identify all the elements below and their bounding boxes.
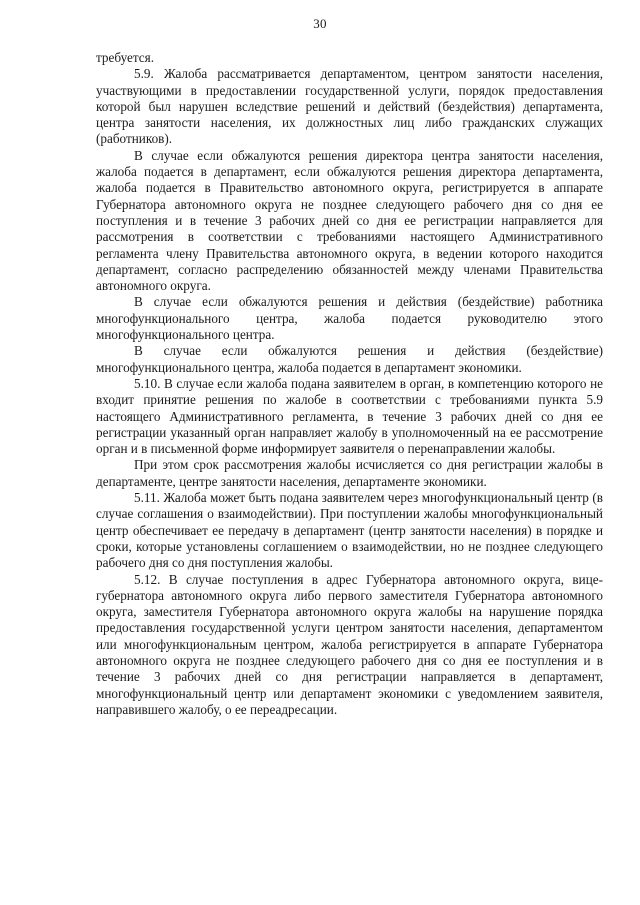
paragraph-5-12: 5.12. В случае поступления в адрес Губернатора автономного округа, вице-губернатора автономного округа либо первого заместителя Губернатора автономного округа, заместителя Губернатора автономного округа жалобы на нарушение порядка предоставления государственной услуги центром занятости населения, департаментом или многофункциональным центром, жалоба регистрируется в аппарате Губернатора автономного округа не позднее следующего рабочего дня со дня ее поступления и в течение 3 рабочих дней со дня регистрации направляется в департамент, многофункциональный центр или департамент экономики с уведомлением заявителя, направившего жалобу, о ее переадресации. [96,571,603,717]
paragraph-mfc-employee-appeal: В случае если обжалуются решения и действия (бездействие) работника многофункционального центра, жалоба подается руководителю этого многофункционального центра. [96,294,603,343]
paragraph-5-11: 5.11. Жалоба может быть подана заявителем через многофункциональный центр (в случае соглашения о взаимодействии). При поступлении жалобы многофункциональный центр обеспечивает ее передачу в департамент (центр занятости населения) в порядке и сроки, которые установлены соглашением о взаимодействии, но не позднее следующего рабочего дня со дня поступления жалобы. [96,490,603,571]
paragraph-continuation: требуется. [96,50,154,65]
paragraph-5-10: 5.10. В случае если жалоба подана заявителем в орган, в компетенцию которого не входит принятие решения по жалобе в соответствии с требованиями пункта 5.9 настоящего Административного регламента, в течение 3 рабочих дней со дня ее регистрации указанный орган направляет жалобу в уполномоченный на ее рассмотрение орган и в письменной форме информирует заявителя о перенаправлении жалобы. [96,375,603,457]
page-number: 30 [313,16,327,31]
paragraph-director-appeal: В случае если обжалуются решения директора центра занятости населения, жалоба подается в департамент, если обжалуются решения директора департамента, жалоба подается в Правительство автономного округа, регистрируется в аппарате Губернатора автономного округа не позднее следующего рабочего дня со дня ее поступления и в течение 3 рабочих дней со дня ее регистрации направляется для рассмотрения в соответствии с требованиями настоящего Административного регламента члену Правительства автономного округа, в ведении которого находится департамент, согласно распределению обязанностей между членами Правительства автономного округа. [96,147,603,294]
document-body [96,50,603,718]
paragraph-mfc-appeal: В случае если обжалуются решения и действия (бездействие) многофункционального центра, жалоба подается в департамент экономики. [96,343,603,375]
paragraph-review-term: При этом срок рассмотрения жалобы исчисляется со дня регистрации жалобы в департаменте, центре занятости населения, департаменте экономики. [96,457,603,489]
paragraph-5-9: 5.9. Жалоба рассматривается департаментом, центром занятости населения, участвующими в предоставлении государственной услуги, порядок предоставления которой был нарушен вследствие решений и действий (бездействия) департамента, центра занятости населения, их должностных лиц либо гражданских служащих (работников). [96,66,603,147]
